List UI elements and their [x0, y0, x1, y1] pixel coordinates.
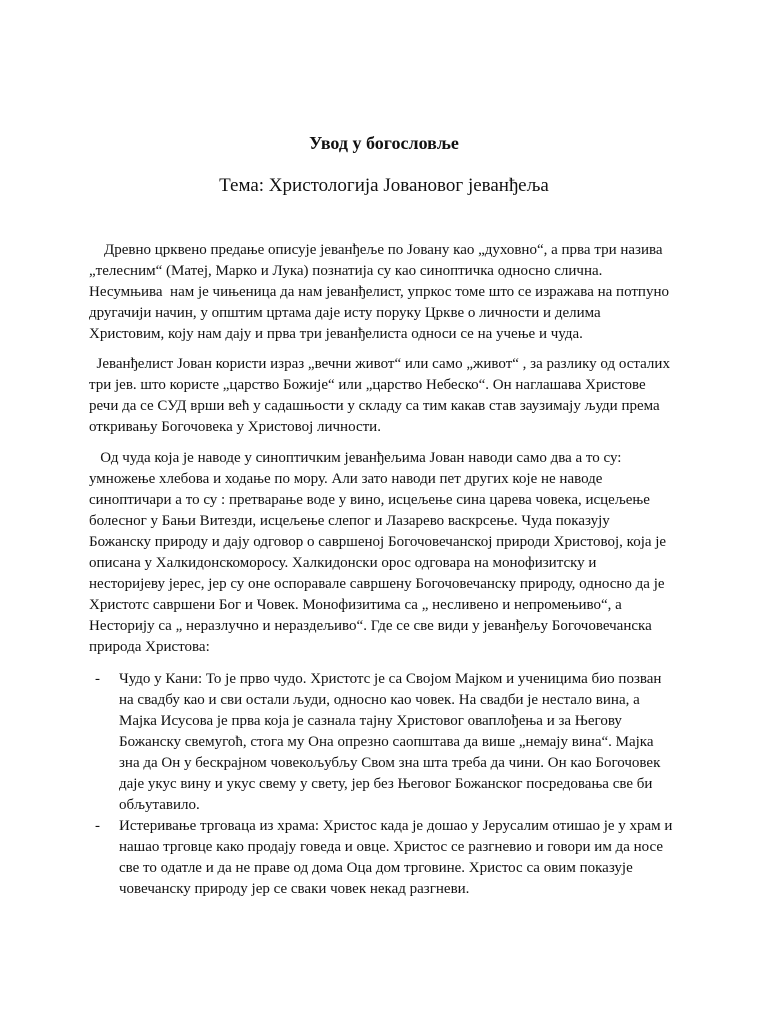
paragraph-line: три јев. што користе „царство Божије“ или „царство Небеско“. Он наглашава Христове — [89, 377, 646, 393]
paragraph-line: умножење хлебова и ходање по мору. Али зато наводи пет других које не наводе — [89, 471, 603, 487]
paragraph-line: Несумњива нам је чињеница да нам јеванђелист, упркос томе што се изражава на потпуно — [89, 284, 669, 300]
bullet-line: Чудо у Кани: То је прво чудо. Христотс је са Својом Мајком и ученицима био позван — [119, 671, 662, 687]
paragraph-line: описана у Халкидонскоморосу. Халкидонски орос одговара на монофизитску и — [89, 555, 597, 571]
bullet-item-cana — [89, 669, 683, 816]
bullet-line: све то одатле и да не праве од дома Оца дом трговине. Христос са овим показује — [119, 860, 633, 876]
paragraph-line: несторијеву јерес, јер су оне оспоравале савршену Богочовечанску природу, односно да је — [89, 576, 665, 592]
document-body — [89, 240, 683, 900]
bullet-line: нашао трговце како продају говеда и овце. Христос се разгневио и говори им да носе — [119, 839, 663, 855]
paragraph-line: Древно црквено предање описује јеванђеље по Јовану као „духовно“, а прва три назива — [89, 242, 663, 258]
bullet-item-temple — [89, 816, 683, 900]
paragraph-eternal-life — [89, 354, 683, 438]
paragraph-line: болесног у Бањи Витезди, исцељење слепог и Лазарево васкрсење. Чуда показују — [89, 513, 610, 529]
paragraph-miracles — [89, 448, 683, 658]
bullet-line: даје укус вину и укус свему у свету, јер без Његовог Божанског посредовања све би — [119, 776, 653, 792]
bullet-line: Божанску свемугоћ, стога му Она опрезно саопштава да више „немају вина“. Мајка — [119, 734, 654, 750]
document-title: Увод у богословље — [309, 133, 459, 153]
paragraph-line: речи да се СУД врши већ у садашњости у складу са тим какав став заузимају људи према — [89, 398, 660, 414]
paragraph-line: другачији начин, у општим цртама даје исту поруку Цркве о личности и делима — [89, 305, 601, 321]
bullet-line: Мајка Исусова је прва која је сазнала тајну Христовог оваплођења и за Његову — [119, 713, 622, 729]
paragraph-line: природа Христова: — [89, 639, 210, 655]
bullet-dash: - — [95, 818, 100, 834]
paragraph-line: Христовим, коју нам дају и прва три јеванђелиста односи се на учење и чуда. — [89, 326, 583, 342]
bullet-line: Истеривање трговаца из храма: Христос када је дошао у Јерусалим отишао је у храм и — [119, 818, 673, 834]
paragraph-line: откривању Богочовека у Христовој личности. — [89, 419, 381, 435]
bullet-line: човечанску природу јер се сваки човек некад разгневи. — [119, 881, 470, 897]
paragraph-line: Несторију са „ неразлучно и нераздељиво“. Где се све види у јеванђељу Богочовечанска — [89, 618, 652, 634]
document-subtitle: Тема: Христологија Јовановог јеванђеља — [219, 175, 549, 196]
paragraph-line: Божанску природу и дају одговор о савршеној Богочовечанској природи Христовој, која је — [89, 534, 667, 550]
bullet-dash: - — [95, 671, 100, 687]
paragraph-line: синоптичари а то су : претварање воде у вино, исцељење сина царева човека, исцељење — [89, 492, 650, 508]
bullet-line: обљутавило. — [119, 797, 200, 813]
bullet-line: зна да Он у бескрајном човекољубљу Свом зна шта треба да чини. Он као Богочовек — [119, 755, 661, 771]
bullet-line: на свадбу као и сви остали људи, односно као човек. На свадби је нестало вина, а — [119, 692, 640, 708]
bullet-list — [89, 669, 683, 900]
paragraph-line: Христотс савршени Бог и Човек. Монофизитима са „ несливено и непромењиво“, а — [89, 597, 622, 613]
paragraph-line: Од чуда која је наводе у синоптичким јеванђељима Јован наводи само два а то су: — [89, 450, 622, 466]
paragraph-line: „телесним“ (Матеј, Марко и Лука) познатија су као синоптичка односно слична. — [89, 263, 603, 279]
paragraph-line: Јеванђелист Јован користи израз „вечни живот“ или само „живот“ , за разлику од осталих — [89, 356, 670, 372]
paragraph-intro — [89, 240, 683, 345]
